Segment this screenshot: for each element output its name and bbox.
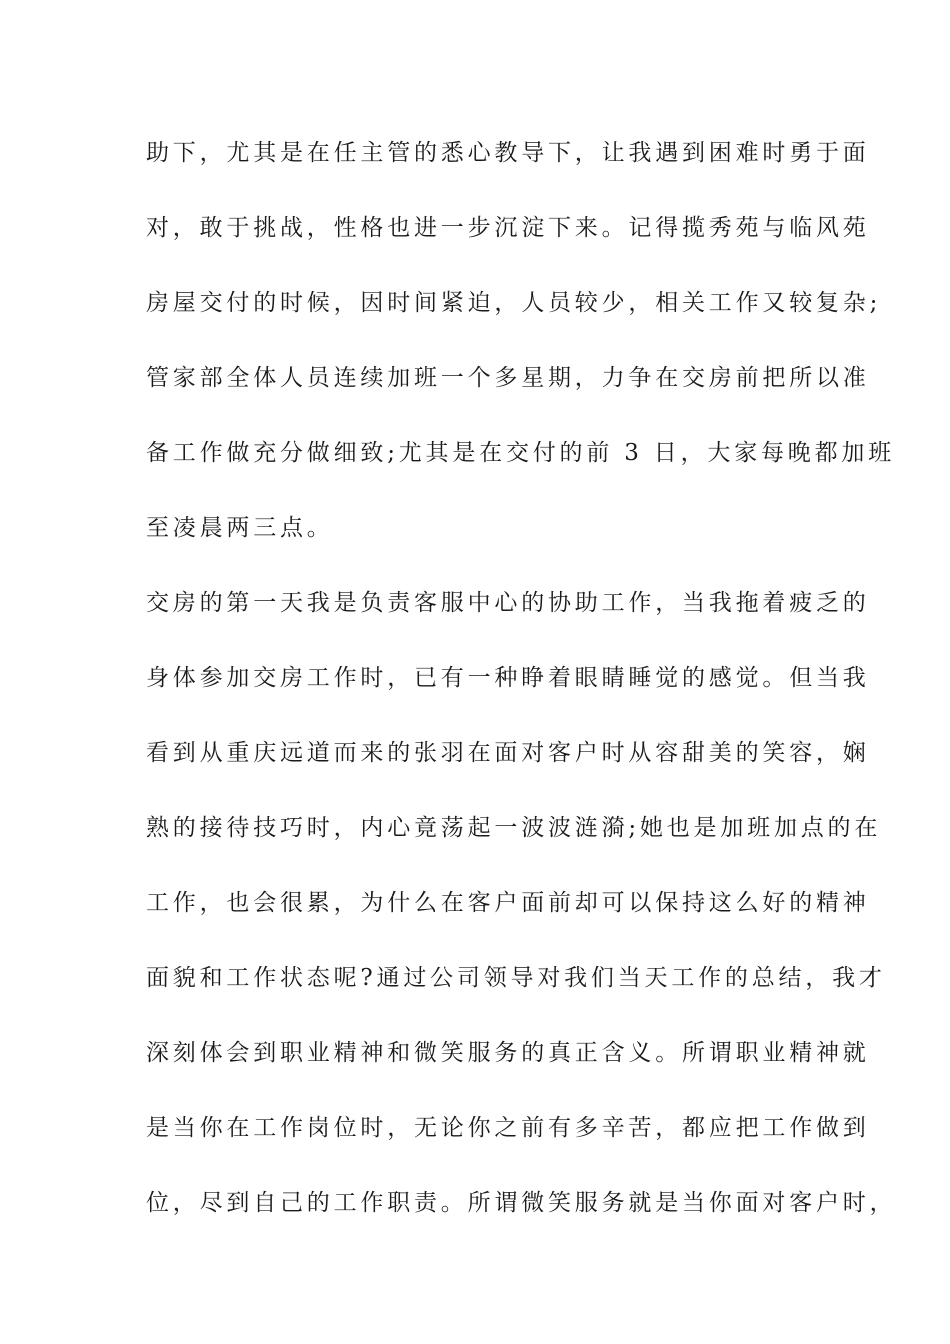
text-line-15: 位，尽到自己的工作职责。所谓微笑服务就是当你面对客户时，: [146, 1190, 897, 1216]
text-line-1: 助下，尤其是在任主管的悉心教导下，让我遇到困难时勇于面: [146, 140, 870, 166]
text-line-13: 深刻体会到职业精神和微笑服务的真正含义。所谓职业精神就: [146, 1040, 870, 1066]
text-line-12: 面貌和工作状态呢?通过公司领导对我们当天工作的总结，我才: [146, 965, 886, 991]
text-line-10: 熟的接待技巧时，内心竟荡起一波波涟漪;她也是加班加点的在: [146, 815, 882, 841]
text-line-8: 身体参加交房工作时，已有一种睁着眼睛睡觉的感觉。但当我: [146, 665, 870, 691]
text-line-7: 交房的第一天我是负责客服中心的协助工作，当我拖着疲乏的: [146, 590, 870, 616]
text-line-6: 至凌晨两三点。: [146, 515, 334, 541]
text-line-9: 看到从重庆远道而来的张羽在面对客户时从容甜美的笑容，娴: [146, 740, 870, 766]
text-line-11: 工作，也会很累，为什么在客户面前却可以保持这么好的精神: [146, 890, 870, 916]
text-line-5: 备工作做充分做细致;尤其是在交付的前 3 日，大家每晚都加班: [146, 440, 896, 466]
text-line-3: 房屋交付的时候，因时间紧迫，人员较少，相关工作又较复杂;: [146, 290, 882, 316]
text-line-14: 是当你在工作岗位时，无论你之前有多辛苦，都应把工作做到: [146, 1115, 870, 1141]
text-line-2: 对，敢于挑战，性格也进一步沉淀下来。记得揽秀苑与临风苑: [146, 215, 870, 241]
text-line-4: 管家部全体人员连续加班一个多星期，力争在交房前把所以准: [146, 365, 870, 391]
